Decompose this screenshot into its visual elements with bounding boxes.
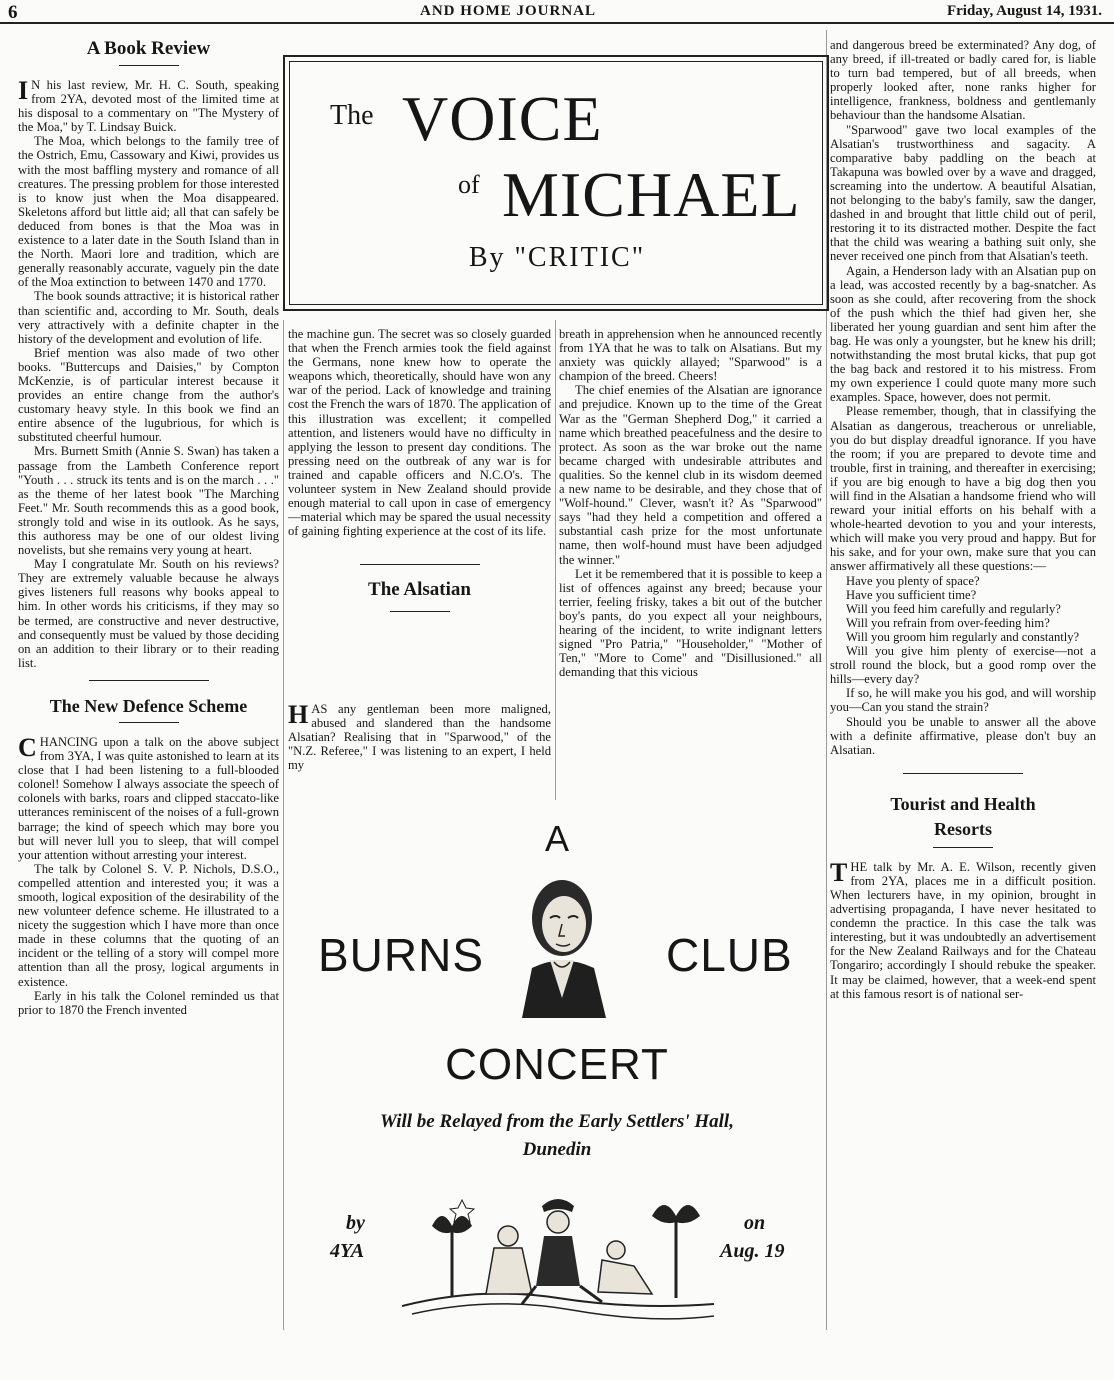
column-divider bbox=[283, 320, 284, 1330]
defence-p4: the machine gun. The secret was so closely guarded that when the French armies took the field against the Germans, none knew how to operate the weapons which, theoretically, should have won any war of the period. Lack of knowledge and training cost the French the wars of 1870. The application of this illustration was excellent; it compelled attention, and listeners would have no difficulty in applying the lesson to present day conditions. The pressing need on the outbreak of any war is for trained and capable officers and N.C.O's. The volunteer system in New Zealand should provide enough material to call upon in case of emergency—material which may be spared the usual necessity of gaining fighting experience at the cost of its life. bbox=[288, 327, 551, 539]
ad-a: A bbox=[544, 818, 569, 859]
drop-cap: T bbox=[830, 857, 848, 887]
page-header bbox=[0, 0, 1114, 22]
ad-by: by bbox=[346, 1212, 365, 1234]
alsatian-question: Have you sufficient time? bbox=[846, 587, 977, 602]
ad-on: on bbox=[744, 1212, 766, 1234]
book-review-title: A Book Review bbox=[86, 38, 211, 59]
section-rule bbox=[360, 564, 480, 565]
book-review-p3: The book sounds attractive; it is historical rather than scientific and, according to Mr. South, deals very attractively with a definite chapter in the history of the development and evolution of life. bbox=[18, 289, 279, 346]
alsatian-closing: Should you be unable to answer all the above with a definite affirmative, please don't buy an Alsatian. bbox=[830, 714, 1096, 757]
alsatian-p5: "Sparwood" gave two local examples of the Alsatian's trustworthiness and sagacity. A comparative baby paddling on the beach at Takapuna was bowled over by a wave and dragged, screaming into the undertow. A beautiful Alsatian, not belonging to the baby's family, saw the danger, dashed in and brought that little child out of peril, restoring it to its distracted mother. Despite the fact that the child was wearing a bathing suit only, she never received one pinch from that Alsatian's teeth. bbox=[830, 122, 1096, 264]
banner-voice: VOICE bbox=[402, 83, 603, 154]
book-review-p4: Brief mention was also made of two other books. "Buttercups and Daisies," by Compton McKenzie, is of particular interest because it provides an entire change from the author's customary heavy style. In this book we find an entire absence of the lugubrious, for which is substituted cheerful humour. bbox=[18, 345, 279, 445]
ad-relay-line2: Dunedin bbox=[522, 1139, 592, 1160]
book-review-p2: The Moa, which belongs to the family tree of the Ostrich, Emu, Cassowary and Kiwi, provides us with the most baffling mystery and romance of all creatures. The pressing problem for those interested is to know just when the Moa disappeared. Skeletons afford but little aid; all that can safely be deduced from bones is that the Moa was in existence to a later date in the South Island than in the North. Maori lore and tradition, which are generally reasonably accurate, vaguely pin the date of the Moa extinction to between 1470 and 1770. bbox=[18, 134, 280, 290]
column-1 bbox=[18, 38, 279, 1017]
alsatian-question: Will you groom him regularly and constantly? bbox=[846, 629, 1080, 644]
banner-michael: MICHAEL bbox=[502, 159, 801, 230]
banner-of: of bbox=[458, 170, 480, 199]
alsatian-question: Will you refrain from over-feeding him? bbox=[846, 615, 1050, 630]
issue-date: Friday, August 14, 1931. bbox=[946, 3, 1102, 19]
section-rule bbox=[89, 680, 209, 681]
ad-date: Aug. 19 bbox=[720, 1240, 785, 1262]
drop-cap: C bbox=[18, 732, 37, 762]
ad-concert: CONCERT bbox=[445, 1040, 669, 1089]
alsatian-p1-start: HAS any gentleman been more maligned, abused and slandered than the handsome Alsatian? Realising that in "Sparwood," of the "N.Z. Referee," I was listening to an expert, I held my bbox=[288, 702, 551, 773]
defence-p2: The talk by Colonel S. V. P. Nichols, D.S.O., compelled attention and interested you; it was a smooth, logical exposition of the desirability of the new volunteer defence scheme. He illustrated to a nicety the suggestion which I have more than once made in these columns that the quoting of an incident or the telling of a story will compel more attention than all the prosy, logical arguments in existence. bbox=[18, 861, 279, 989]
defence-p3: Early in his talk the Colonel reminded us that prior to 1870 the French invented bbox=[18, 988, 279, 1017]
alsatian-question: Will you feed him carefully and regularly? bbox=[846, 601, 1061, 616]
book-review-p6: May I congratulate Mr. South on his reviews? They are extremely valuable because he always gives listeners full reasons why books appeal to him. In other words his criticisms, if they may so be termed, are constructive and never destructive, and consequently must be valued by those deciding on an addition to their library or to their reading list. bbox=[18, 557, 279, 670]
banner-byline: By "CRITIC" bbox=[468, 242, 646, 273]
book-review-p5: Mrs. Burnett Smith (Annie S. Swan) has taken a passage from the Lambeth Conference report "Youth . . . struck its tents and is on the march . . ." as the theme of her latest book "The Marching Feet." Mr. South recommends this as a good book, strongly told and wise in its outlook. As he says, this authoress may be one of our oldest living novelists, but she remains very young at heart. bbox=[18, 444, 279, 558]
alsatian-p6: Again, a Henderson lady with an Alsatian pup on a lead, was accosted recently by a bag-snatcher. As soon as she could, after recovering from the shock of the push which the thief had given her, she liberated her young guardian and sent him after the bag. He was only a youngster, but he knew his drill; notwithstanding the most brutal kicks, that pup got the bag back and restored it to his mistress. From my own experience I could quote many more such examples. Space, however, does not permit. bbox=[830, 263, 1096, 405]
defence-p1: CHANCING upon a talk on the above subject from 3YA, I was quite astonished to learn at its close that I had been listening to a full-blooded colonel! Somehow I always associate the speech of colonels with barks, roars and clipped staccato-like utterances reminiscent of the noises of a full-grown barrage; the kind of speech which may bore you but will never lull you to sleep, that will compel your attention without arresting your interest. bbox=[18, 732, 279, 862]
ad-relay-line1: Will be Relayed from the Early Settlers' Hall, bbox=[380, 1111, 734, 1132]
alsatian-question: Will you give him plenty of exercise—not a stroll round the block, but a good romp over the hills—every day? bbox=[830, 644, 1096, 687]
alsatian-p7: Please remember, though, that in classifying the Alsatian as dangerous, treacherous or unreliable, you do but display dreadful ignorance. If you have the room; if you are prepared to devote time and trouble, first in training, and thereafter in exercising; if you are big enough to have a big dog then you will find in the Alsatian a handsome friend who will reward your initial efforts on his behalf with a whole-hearted devotion to you and your interests, which will make you very proud and happy. But for his sake, and for your own, make sure that you can answer affirmatively all these questions:— bbox=[830, 404, 1096, 574]
book-review-p1: I N his last review, Mr. H. C. South, speaking from 2YA, devoted most of the limited time at his disposal to a commentary on "The Mystery of the Moa," by T. Lindsay Buick. bbox=[18, 76, 279, 135]
ad-burns: BURNS bbox=[318, 929, 485, 981]
drop-cap: I bbox=[18, 76, 29, 105]
column-divider bbox=[555, 320, 556, 800]
tourist-title: Tourist and Health Resorts bbox=[890, 793, 1036, 839]
page-number: 6 bbox=[8, 2, 18, 23]
alsatian-p1-cont: breath in apprehension when he announced recently from 1YA that he was to talk on Alsatians. But my anxiety was quickly allayed; "Sparwood" is a champion of the breed. Cheers! bbox=[559, 327, 822, 384]
defence-title: The New Defence Scheme bbox=[49, 695, 248, 716]
pastoral-scene-illustration-icon bbox=[402, 1186, 714, 1324]
title-rule bbox=[933, 847, 993, 848]
voice-of-michael-banner bbox=[283, 55, 829, 311]
burns-club-advertisement bbox=[288, 808, 826, 1333]
banner-the: The bbox=[330, 100, 374, 131]
header-rule bbox=[0, 22, 1114, 24]
section-rule bbox=[903, 773, 1023, 774]
journal-title: AND HOME JOURNAL bbox=[420, 3, 596, 19]
drop-cap: H bbox=[288, 702, 309, 729]
ad-club: CLUB bbox=[666, 929, 793, 981]
alsatian-question: Have you plenty of space? bbox=[846, 573, 980, 588]
alsatian-p4: and dangerous breed be exterminated? Any dog, of any breed, if ill-treated or badly cared for, is liable to turn bad tempered, but of all breeds, when properly looked after, none ranks higher for intelligence, frankness, boldness and gentlemanly behaviour than the handsome Alsatian. bbox=[830, 38, 1096, 123]
title-rule bbox=[390, 611, 450, 612]
tourist-p1: THE talk by Mr. A. E. Wilson, recently given from 2YA, places me in a difficult position. When lecturers have, in my opinion, brought in advertising propaganda, I have never hesitated to condemn the practice. In this case the talk was interesting, but it was undoubtedly an advertisement for the New Zealand Railways and for the Chateau Tongariro; accordingly I should rebuke the speaker. It may be claimed, however, that a week-end spent at this famous resort is of national ser- bbox=[830, 857, 1096, 1001]
banner-inner-border bbox=[289, 61, 823, 305]
alsatian-p2: The chief enemies of the Alsatian are ignorance and prejudice. Known up to the time of the Great War as the "German Shepherd Dog," it carried a name which breathed peacefulness and the desire to protect. As soon as the war broke out the name became charged with undesirable attributes and qualities. So the kennel club in its wisdom deemed a new name to be desirable, and they chose that of "Wolf-hound." Clever, wasn't it? As "Sparwood" says "had they held a competition and offered a substantial cash prize for the most unfortunate name, then wolf-hound must have been adjudged the winner." bbox=[559, 383, 822, 567]
ad-station: 4YA bbox=[330, 1240, 365, 1262]
alsatian-title: The Alsatian bbox=[368, 579, 471, 601]
title-rule bbox=[119, 722, 179, 723]
title-rule bbox=[119, 65, 179, 66]
robert-burns-portrait-icon bbox=[502, 868, 622, 1018]
alsatian-p3: Let it be remembered that it is possible to keep a list of offences against any breed; because your terrier, feeling frisky, takes a bit out of the butcher boy's pants, do you expect all your neighbours, hearing of the incident, to write indignant letters signed "Pro Patria," "Householder," "Mother of Ten," "More to Come" and "Disillusioned." all demanding that this vicious bbox=[559, 566, 822, 680]
column-2 bbox=[288, 327, 551, 624]
alsatian-col2 bbox=[288, 702, 551, 772]
alsatian-question: If so, he will make you his god, and will worship you—Can you stand the strain? bbox=[830, 686, 1096, 715]
column-4 bbox=[830, 38, 1096, 1001]
ad-relay-info bbox=[288, 1108, 826, 1164]
column-3 bbox=[559, 327, 822, 679]
